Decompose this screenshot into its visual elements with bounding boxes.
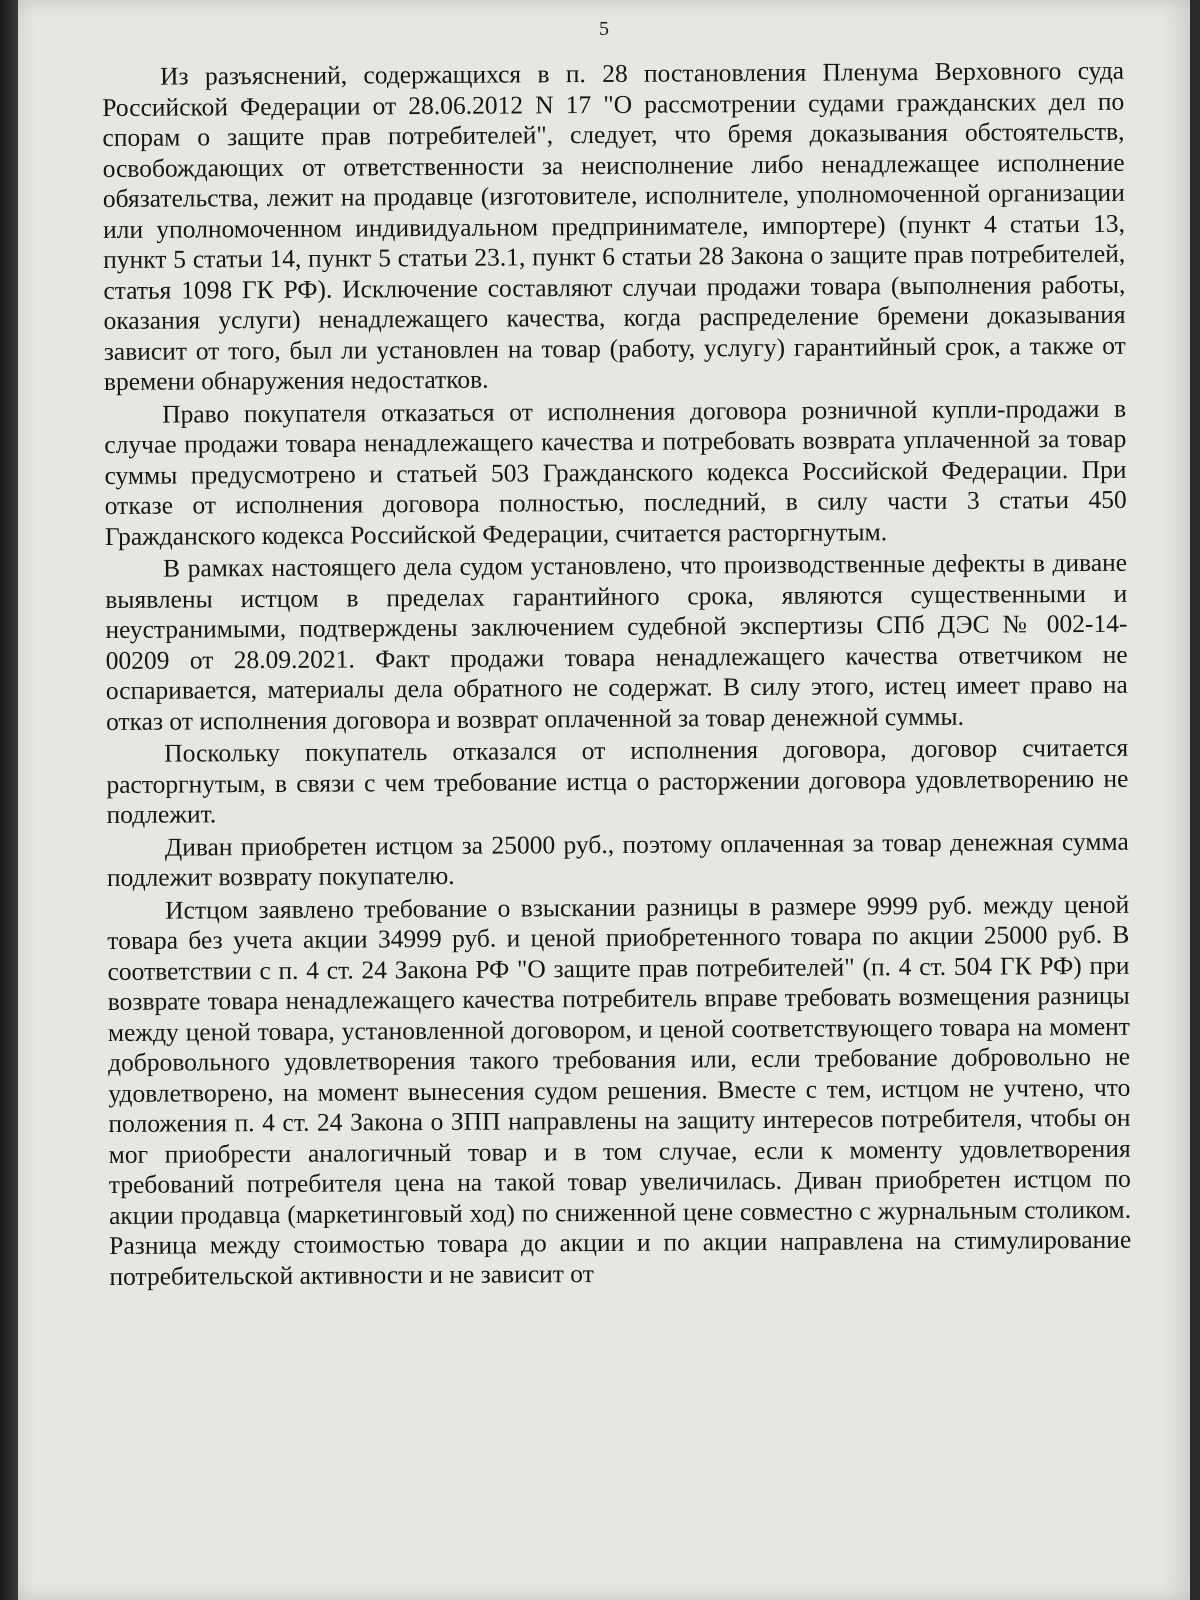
paragraph-1: Из разъяснений, содержащихся в п. 28 постановления Пленума Верховного суда Российской Федерации от 28.06.2012 N 17 "О рассмотрении судами гражданских дел по спорам о защите прав потребителей", следует, что бремя доказывания обстоятельств, освобождающих от ответственности за неисполнение либо ненадлежащее исполнение обязательства, лежит на продавце (изготовителе, исполнителе, уполномоченной организации или уполномоченном индивидуальном предпринимателе, импортере) (пункт 4 статьи 13, пункт 5 статьи 14, пункт 5 статьи 23.1, пункт 6 статьи 28 Закона о защите прав потребителей, статья 1098 ГК РФ). Исключение составляют случаи продажи товара (выполнения работы, оказания услуги) ненадлежащего качества, когда распределение бремени доказывания зависит от того, был ли установлен на товар (работу, услугу) гарантийный срок, а также от времени обнаружения недостатков. [102, 55, 1126, 396]
paragraph-2: Право покупателя отказаться от исполнения договора розничной купли-продажи в случае продажи товара ненадлежащего качества и потребовать возврата уплаченной за товар суммы предусмотрено и статьей 503 Гражданского кодекса Российской Федерации. При отказе от исполнения договора полностью, последний, в силу части 3 статьи 450 Гражданского кодекса Российской Федерации, считается расторгнутым. [104, 393, 1127, 551]
paragraph-5: Диван приобретен истцом за 25000 руб., поэтому оплаченная за товар денежная сумма подлежит возврату покупателю. [106, 826, 1129, 892]
page-binding-edge [0, 0, 18, 1600]
paragraph-4: Поскольку покупатель отказался от исполнения договора, договор считается расторгнутым, в связи с чем требование истца о расторжении договора удовлетворению не подлежит. [106, 732, 1129, 829]
document-page [18, 0, 1190, 1600]
paragraph-6: Истцом заявлено требование о взыскании разницы в размере 9999 руб. между ценой товара без учета акции 34999 руб. и ценой приобретенного товара по акции 25000 руб. В соответствии с п. 4 ст. 24 Закона РФ "О защите прав потребителей" (п. 4 ст. 504 ГК РФ) при возврате товара ненадлежащего качества потребитель вправе требовать возмещения разницы между ценой товара, установленной договором, и ценой соответствующего товара на момент добровольного удовлетворения такого требования или, если требование добровольно не удовлетворено, на момент вынесения судом решения. Вместе с тем, истцом не учтено, что положения п. 4 ст. 24 Закона о ЗПП направлены на защиту интересов потребителя, чтобы он мог приобрести аналогичный товар и в том случае, если к моменту удовлетворения требований потребителя цена на такой товар увеличилась. Диван приобретен истцом по акции продавца (маркетинговый ход) по сниженной цене совместно с журнальным столиком. Разница между стоимостью товара до акции и по акции направлена на стимулирование потребительской активности и не зависит от [107, 889, 1132, 1291]
document-body [102, 56, 1132, 1294]
paragraph-3: В рамках настоящего дела судом установлено, что производственные дефекты в диване выявлены истцом в пределах гарантийного срока, являются существенными и неустранимыми, подтверждены заключением судебной экспертизы СПб ДЭС № 002-14-00209 от 28.09.2021. Факт продажи товара ненадлежащего качества ответчиком не оспаривается, материалы дела обратного не содержат. В силу этого, истец имеет право на отказ от исполнения договора и возврат оплаченной за товар денежной суммы. [105, 547, 1128, 736]
page-number: 5 [599, 18, 609, 40]
